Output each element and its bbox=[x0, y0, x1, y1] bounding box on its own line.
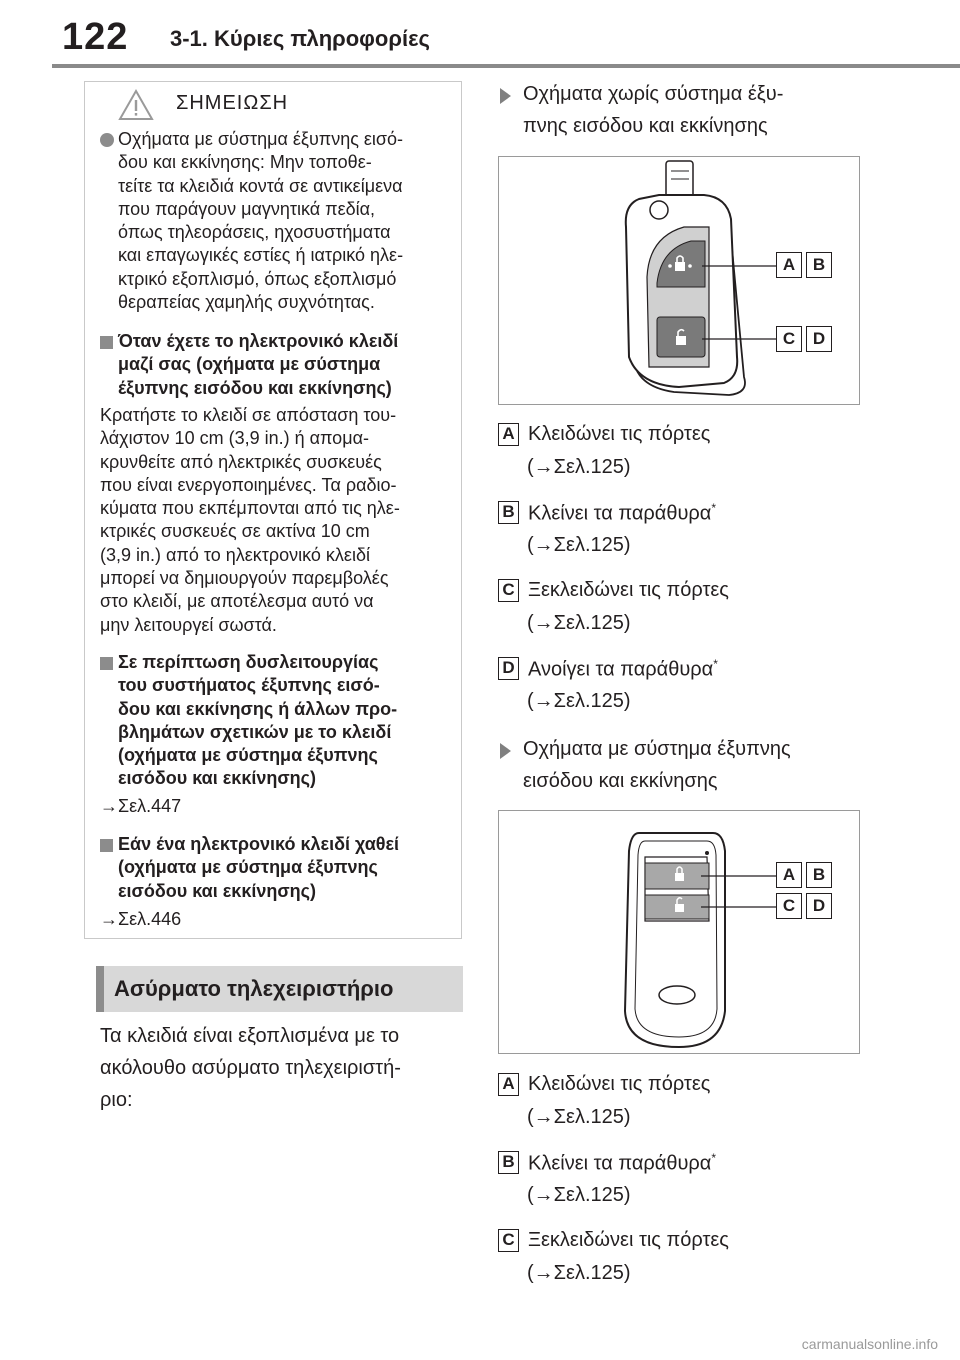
note-bullet-text: Οχήματα με σύστημα έξυπνης εισό- δου και εκκίνησης: Μην τοποθε- τείτε τα κλειδιά κοντά σε αντικείμενα που παράγουν μαγνητικά πεδία, όπως τηλεοράσεις, ηχοσυστήματα και επαγωγικές εστίες ή ιατρικό ηλε- κτρικό εξοπλισμό, όπως εξοπλισμό θεραπείας χαμηλής συχνότητας. bbox=[118, 129, 404, 313]
fig1-label-b: B bbox=[806, 252, 832, 278]
fig1-label-c: C bbox=[776, 326, 802, 352]
item-text: Ξεκλειδώνει τις πόρτες bbox=[528, 1229, 729, 1251]
section-heading-bar bbox=[96, 966, 104, 1012]
group2-title: Οχήματα με σύστημα έξυπνης εισόδου και εκκίνησης bbox=[523, 738, 791, 792]
fig1-label-a: A bbox=[776, 252, 802, 278]
footnote-star: * bbox=[711, 1151, 717, 1165]
header-divider bbox=[52, 64, 960, 68]
item-label: C bbox=[498, 579, 519, 602]
item-text-main: Ανοίγει τα παράθυρα bbox=[528, 658, 714, 681]
folding-key-illustration bbox=[499, 157, 861, 406]
item-text: Κλειδώνει τις πόρτες bbox=[528, 423, 711, 445]
note-paragraph-distance: Κρατήστε το κλειδί σε απόσταση του- λάχιστον 10 cm (3,9 in.) ή απομα- κρυνθείτε από ηλεκτρικές συσκευές που είναι ενεργοποιημένες. Τα ραδιο- κύματα που εκπέμπονται από τις ηλε- κτρικές συσκευές σε ακτίνα 10 cm (3,9 in.) από το ηλεκτρονικό κλειδί μπορεί να δημιουργούν παρεμβολές στο κλειδί, με αποτέλεσμα αυτό να μην λειτουργεί σωστά. bbox=[100, 405, 400, 635]
item-ref[interactable]: (→Σελ.125) bbox=[527, 690, 631, 712]
item-ref[interactable]: (→Σελ.125) bbox=[527, 1184, 631, 1206]
item-label: C bbox=[498, 1229, 519, 1252]
footnote-star: * bbox=[711, 501, 717, 515]
fig2-label-d: D bbox=[806, 893, 832, 919]
item-text bbox=[528, 1151, 716, 1176]
fig2-label-c: C bbox=[776, 893, 802, 919]
footnote-star: * bbox=[713, 657, 718, 671]
bullet-square-icon bbox=[100, 336, 113, 349]
item-ref[interactable]: (→Σελ.125) bbox=[527, 1262, 631, 1284]
fig2-label-b: B bbox=[806, 862, 832, 888]
bullet-square-icon bbox=[100, 657, 113, 670]
item-text-main: Κλείνει τα παράθυρα bbox=[528, 502, 712, 525]
item-label: D bbox=[498, 657, 519, 680]
warning-icon bbox=[117, 88, 155, 127]
note-heading-lost-key: Εάν ένα ηλεκτρονικό κλειδί χαθεί (οχήματα με σύστημα έξυπνης εισόδου και εκκίνησης) bbox=[118, 834, 400, 901]
item-text: Ξεκλειδώνει τις πόρτες bbox=[528, 579, 729, 601]
item-ref[interactable]: (→Σελ.125) bbox=[527, 456, 631, 478]
triangle-bullet-icon bbox=[500, 88, 511, 104]
watermark: carmanualsonline.info bbox=[801, 1336, 938, 1352]
fig2-label-a: A bbox=[776, 862, 802, 888]
item-text-main: Κλείνει τα παράθυρα bbox=[528, 1152, 712, 1175]
smart-key-illustration bbox=[499, 811, 861, 1055]
section-title: 3-1. Κύριες πληροφορίες bbox=[170, 26, 430, 51]
key-figure-2 bbox=[498, 810, 860, 1054]
item-label: B bbox=[498, 1151, 519, 1174]
item-ref[interactable]: (→Σελ.125) bbox=[527, 612, 631, 634]
item-label: A bbox=[498, 1073, 519, 1096]
section-body: Τα κλειδιά είναι εξοπλισμένα με το ακόλουθο ασύρματο τηλεχειριστή- ριο: bbox=[100, 1025, 401, 1111]
note-heading-malfunction: Σε περίπτωση δυσλειτουργίας του συστήματος έξυπνης εισό- δου και εκκίνησης ή άλλων προ- βλημάτων σχετικών με το κλειδί (οχήματα με σύστημα έξυπνης εισόδου και εκκίνησης) bbox=[118, 652, 398, 789]
item-ref[interactable]: (→Σελ.125) bbox=[527, 534, 631, 556]
note-heading-key: Όταν έχετε το ηλεκτρονικό κλειδί μαζί σας (οχήματα με σύστημα έξυπνης εισόδου και εκκίνησης) bbox=[118, 331, 399, 398]
item-label: A bbox=[498, 423, 519, 446]
bullet-square-icon bbox=[100, 839, 113, 852]
note-ref-447[interactable]: →Σελ.447 bbox=[100, 796, 182, 816]
key-figure-1 bbox=[498, 156, 860, 405]
item-text bbox=[528, 657, 718, 682]
group1-title: Οχήματα χωρίς σύστημα έξυ- πνης εισόδου και εκκίνησης bbox=[523, 83, 784, 137]
note-title: ΣΗΜΕΙΩΣΗ bbox=[176, 92, 289, 114]
section-heading: Ασύρματο τηλεχειριστήριο bbox=[114, 976, 394, 1001]
note-ref-446[interactable]: →Σελ.446 bbox=[100, 909, 182, 929]
fig1-label-d: D bbox=[806, 326, 832, 352]
item-text bbox=[528, 501, 716, 526]
item-label: B bbox=[498, 501, 519, 524]
page-number: 122 bbox=[62, 16, 129, 58]
bullet-dot-icon bbox=[100, 133, 114, 147]
item-text: Κλειδώνει τις πόρτες bbox=[528, 1073, 711, 1095]
triangle-bullet-icon bbox=[500, 743, 511, 759]
item-ref[interactable]: (→Σελ.125) bbox=[527, 1106, 631, 1128]
